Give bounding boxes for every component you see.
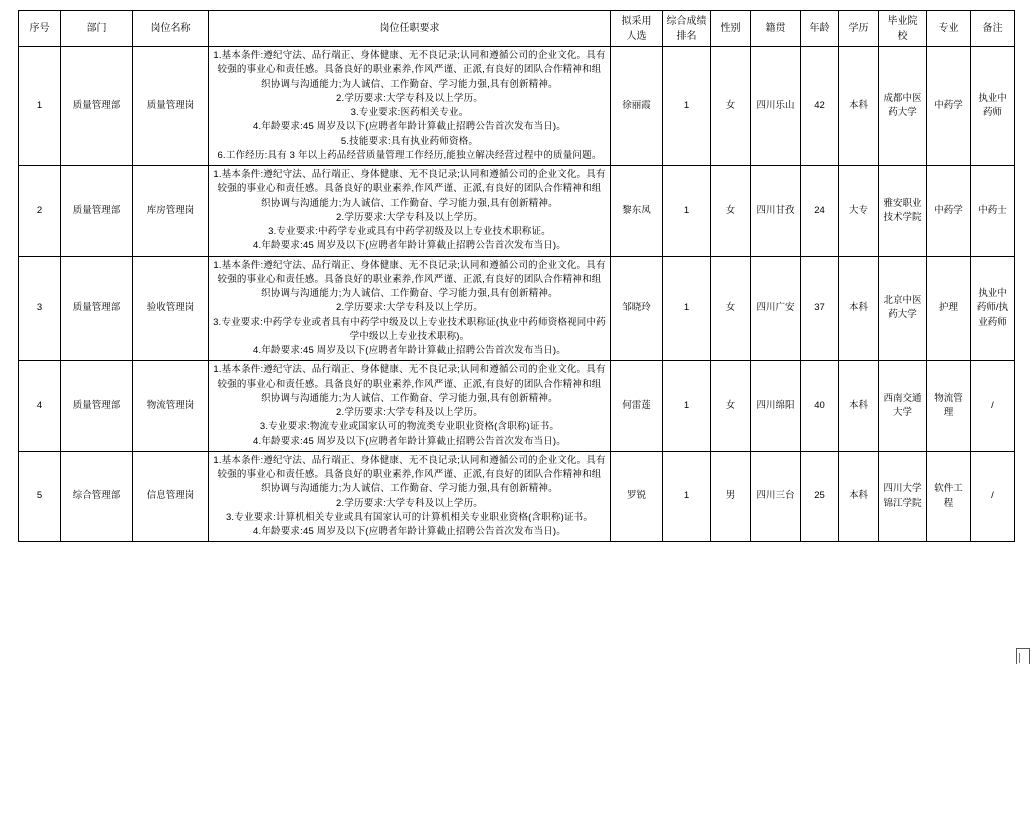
requirement-line: 织协调与沟通能力;为人诚信、工作勤奋、学习能力强,具有创新精神。: [261, 197, 558, 209]
requirement-line: 1.基本条件:遵纪守法、品行端正、身体健康、无不良记录;认同和遵循公司的企业文化。具有: [213, 364, 606, 376]
cell-school: 四川大学锦江学院: [879, 451, 927, 542]
cell-department: 质量管理部: [61, 47, 133, 166]
col-header-origin: 籍贯: [751, 11, 801, 47]
cell-school: 雅安职业技术学院: [879, 166, 927, 257]
cell-remark: 执业中药师/执业药师: [971, 256, 1015, 361]
cell-score-rank: 1: [663, 256, 711, 361]
cell-department: 综合管理部: [61, 451, 133, 542]
cell-seq: 1: [19, 47, 61, 166]
requirement-line: 4.年龄要求:45 周岁及以下(应聘者年龄计算截止招聘公告首次发布当日)。: [253, 121, 566, 133]
col-header-dept: 部门: [61, 11, 133, 47]
col-header-school: [879, 11, 927, 47]
col-header-major: 专业: [927, 11, 971, 47]
table-row: [19, 451, 1015, 542]
cell-remark: /: [971, 361, 1015, 452]
cell-origin: 四川广安: [751, 256, 801, 361]
col-header-rank-line2: 排名: [676, 30, 697, 42]
cell-requirements: [209, 451, 611, 542]
cell-age: 24: [801, 166, 839, 257]
col-header-education: 学历: [839, 11, 879, 47]
cell-major: 护理: [927, 256, 971, 361]
col-header-rank-line1: 综合成绩: [666, 15, 707, 27]
cell-requirements: [209, 256, 611, 361]
cell-score-rank: 1: [663, 47, 711, 166]
col-header-candidate-line2: 人选: [626, 30, 647, 42]
cell-education: 本科: [839, 256, 879, 361]
requirement-line: 4.年龄要求:45 周岁及以下(应聘者年龄计算截止招聘公告首次发布当日)。: [253, 526, 566, 537]
cell-school: 北京中医药大学: [879, 256, 927, 361]
requirement-line: 1.基本条件:遵纪守法、品行端正、身体健康、无不良记录;认同和遵循公司的企业文化。具有: [213, 169, 606, 180]
cell-requirements: [209, 47, 611, 166]
cell-major: 软件工程: [927, 451, 971, 542]
cell-score-rank: 1: [663, 361, 711, 452]
cell-seq: 4: [19, 361, 61, 452]
cell-post-name: 验收管理岗: [133, 256, 209, 361]
cell-sex: 女: [711, 256, 751, 361]
cell-candidate-name: 何雷莲: [611, 361, 663, 452]
cell-sex: 女: [711, 166, 751, 257]
cell-post-name: 信息管理岗: [133, 451, 209, 542]
col-header-age: 年龄: [801, 11, 839, 47]
cell-post-name: 质量管理岗: [133, 47, 209, 166]
cell-remark: 中药士: [971, 166, 1015, 257]
cell-score-rank: 1: [663, 166, 711, 257]
cell-origin: 四川绵阳: [751, 361, 801, 452]
col-header-school-line2: 校: [897, 30, 908, 42]
requirement-line: 3.专业要求:医药相关专业。: [350, 107, 469, 118]
cell-major: 中药学: [927, 166, 971, 257]
requirement-line: 4.年龄要求:45 周岁及以下(应聘者年龄计算截止招聘公告首次发布当日)。: [253, 435, 566, 447]
requirement-line: 2.学历要求:大学专科及以上学历。: [336, 92, 483, 104]
requirement-line: 6.工作经历:具有 3 年以上药品经营质量管理工作经历,能独立解决经营过程中的质量问题。: [217, 149, 602, 161]
cell-seq: 2: [19, 166, 61, 257]
requirement-line: 1.基本条件:遵纪守法、品行端正、身体健康、无不良记录;认同和遵循公司的企业文化。具有: [213, 50, 606, 61]
cell-origin: 四川三台: [751, 451, 801, 542]
requirement-line: 3.专业要求:计算机相关专业或具有国家认可的计算机相关专业职业资格(含职称)证书。: [225, 511, 594, 523]
requirement-line: 较强的事业心和责任感。具备良好的职业素养,作风严谨、正派,有良好的团队合作精神和组: [217, 183, 602, 195]
cell-seq: 3: [19, 256, 61, 361]
col-header-rank: [663, 11, 711, 47]
cell-major: 物流管理: [927, 361, 971, 452]
cell-age: 42: [801, 47, 839, 166]
cell-major: 中药学: [927, 47, 971, 166]
cell-score-rank: 1: [663, 451, 711, 542]
cell-remark: /: [971, 451, 1015, 542]
cell-seq: 5: [19, 451, 61, 542]
cell-candidate-name: 邹晓玲: [611, 256, 663, 361]
cell-candidate-name: 罗锐: [611, 451, 663, 542]
cell-age: 25: [801, 451, 839, 542]
requirement-line: 1.基本条件:遵纪守法、品行端正、身体健康、无不良记录;认同和遵循公司的企业文化。具有: [213, 259, 606, 271]
cell-education: 本科: [839, 451, 879, 542]
requirement-line: 2.学历要求:大学专科及以上学历。: [336, 407, 483, 418]
col-header-candidate-line1: 拟采用: [621, 15, 652, 27]
cell-sex: 男: [711, 451, 751, 542]
requirement-line: 2.学历要求:大学专科及以上学历。: [336, 497, 483, 509]
cell-requirements: [209, 166, 611, 257]
requirement-line: 较强的事业心和责任感。具备良好的职业素养,作风严谨、正派,有良好的团队合作精神和组: [217, 64, 602, 76]
table-header-row: [19, 11, 1015, 47]
requirement-line: 2.学历要求:大学专科及以上学历。: [336, 302, 483, 314]
cell-origin: 四川甘孜: [751, 166, 801, 257]
cell-department: 质量管理部: [61, 166, 133, 257]
cell-candidate-name: 黎东凤: [611, 166, 663, 257]
requirement-line: 3.专业要求:中药学专业或者具有中药学中级及以上专业技术职称证(执业中药师资格视同中药: [213, 316, 606, 328]
cell-remark: 执业中药师: [971, 47, 1015, 166]
candidate-table: [18, 10, 1015, 542]
col-header-requirements: 岗位任职要求: [209, 11, 611, 47]
requirement-line: 3.专业要求:物流专业或国家认可的物流类专业职业资格(含职称)证书。: [259, 421, 560, 433]
requirement-line: 织协调与沟通能力;为人诚信、工作勤奋、学习能力强,具有创新精神。: [261, 483, 558, 495]
cell-education: 本科: [839, 47, 879, 166]
cell-sex: 女: [711, 47, 751, 166]
cell-school: 成都中医药大学: [879, 47, 927, 166]
col-header-candidate: [611, 11, 663, 47]
cell-sex: 女: [711, 361, 751, 452]
requirement-line: 较强的事业心和责任感。具备良好的职业素养,作风严谨、正派,有良好的团队合作精神和组: [217, 469, 602, 480]
requirement-line: 织协调与沟通能力;为人诚信、工作勤奋、学习能力强,具有创新精神。: [261, 288, 558, 299]
cell-origin: 四川乐山: [751, 47, 801, 166]
requirement-line: 2.学历要求:大学专科及以上学历。: [336, 211, 483, 223]
requirement-line: 织协调与沟通能力;为人诚信、工作勤奋、学习能力强,具有创新精神。: [261, 392, 558, 404]
requirement-line: 较强的事业心和责任感。具备良好的职业素养,作风严谨、正派,有良好的团队合作精神和组: [217, 273, 602, 285]
cell-post-name: 库房管理岗: [133, 166, 209, 257]
cell-age: 37: [801, 256, 839, 361]
cell-post-name: 物流管理岗: [133, 361, 209, 452]
col-header-post: 岗位名称: [133, 11, 209, 47]
cell-department: 质量管理部: [61, 256, 133, 361]
cell-candidate-name: 徐丽霞: [611, 47, 663, 166]
cell-requirements: [209, 361, 611, 452]
requirement-line: 织协调与沟通能力;为人诚信、工作勤奋、学习能力强,具有创新精神。: [261, 78, 558, 90]
cell-school: 西南交通大学: [879, 361, 927, 452]
requirement-line: 较强的事业心和责任感。具备良好的职业素养,作风严谨、正派,有良好的团队合作精神和组: [217, 378, 602, 390]
cell-education: 本科: [839, 361, 879, 452]
table-row: [19, 256, 1015, 361]
requirement-line: 学中级以上专业技术职称)。: [349, 330, 470, 342]
table-body: [19, 47, 1015, 542]
col-header-sex: 性别: [711, 11, 751, 47]
col-header-seq: 序号: [19, 11, 61, 47]
cell-education: 大专: [839, 166, 879, 257]
cell-department: 质量管理部: [61, 361, 133, 452]
requirement-line: 4.年龄要求:45 周岁及以下(应聘者年龄计算截止招聘公告首次发布当日)。: [253, 345, 566, 356]
page-corner-mark: [1016, 648, 1030, 664]
table-row: [19, 47, 1015, 166]
requirement-line: 4.年龄要求:45 周岁及以下(应聘者年龄计算截止招聘公告首次发布当日)。: [253, 240, 566, 252]
cell-age: 40: [801, 361, 839, 452]
requirement-line: 3.专业要求:中药学专业或具有中药学初级及以上专业技术职称证。: [268, 226, 551, 237]
col-header-remark: 备注: [971, 11, 1015, 47]
col-header-school-line1: 毕业院: [887, 15, 918, 27]
table-row: [19, 361, 1015, 452]
requirement-line: 1.基本条件:遵纪守法、品行端正、身体健康、无不良记录;认同和遵循公司的企业文化。具有: [213, 454, 606, 466]
table-header: [19, 11, 1015, 47]
requirement-line: 5.技能要求:具有执业药师资格。: [340, 135, 479, 147]
table-row: [19, 166, 1015, 257]
